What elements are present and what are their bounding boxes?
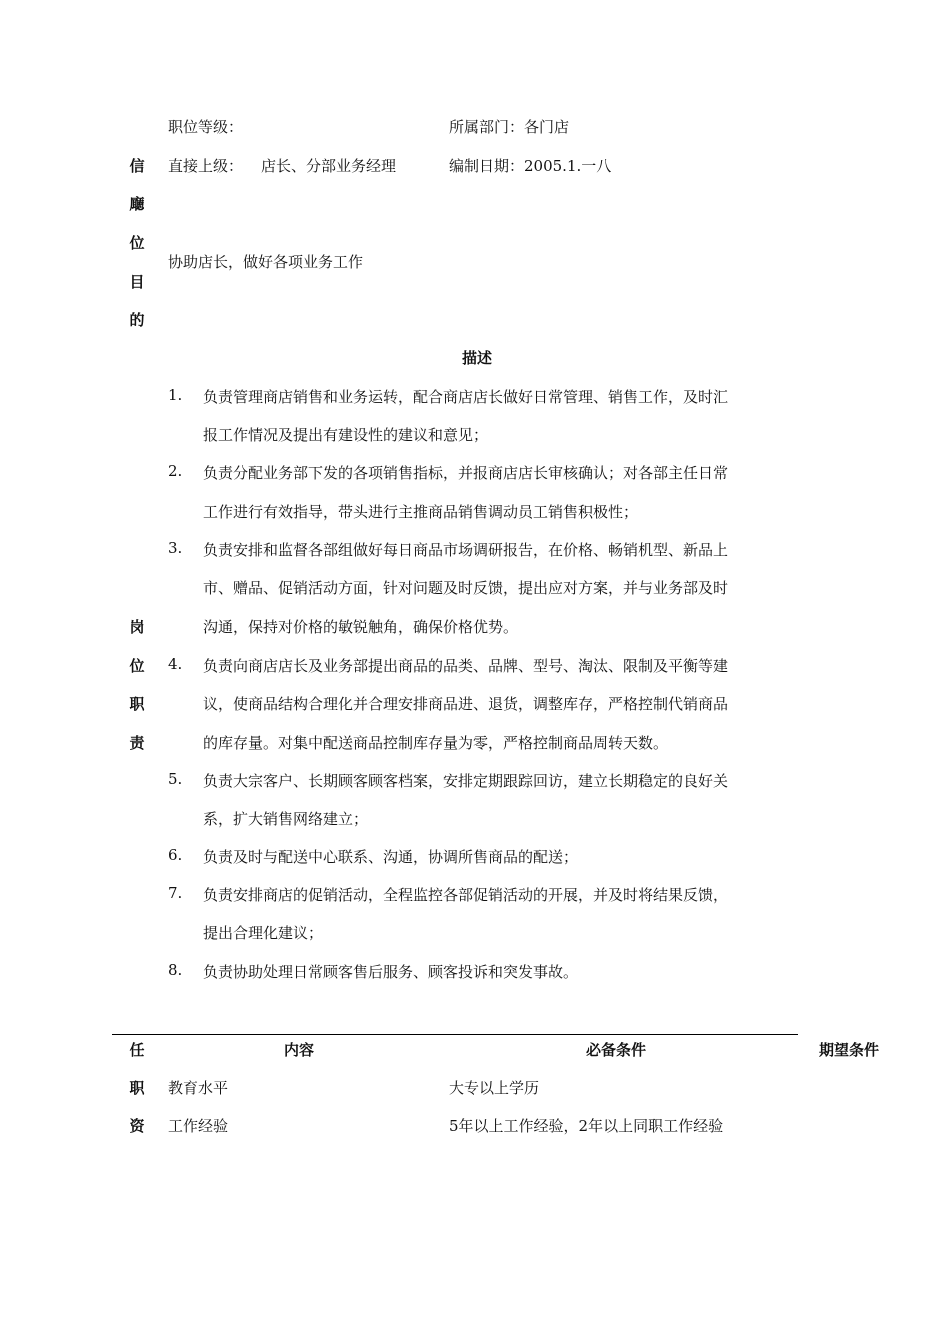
duty-line: 负责及时与配送中心联系、沟通，协调所售商品的配送； [203,848,579,866]
side-char: 责 [129,734,145,752]
duty-line: 工作进行有效指导，带头进行主推商品销售调动员工销售积极性； [203,503,639,521]
duty-number: 1. [168,386,183,404]
duty-line: 负责安排商店的促销活动，全程监控各部促销活动的开展，并及时将结果反馈， [203,886,729,904]
side-char: 任 [129,1041,145,1059]
duty-line: 负责向商店店长及业务部提出商品的品类、品牌、型号、淘汰、限制及平衡等建 [203,657,729,675]
duty-number: 4. [168,655,183,673]
duty-line: 的库存量。对集中配送商品控制库存量为零，严格控制商品周转天数。 [203,734,669,752]
side-char: 岗 [129,618,145,636]
table-cell-content: 工作经验 [168,1117,229,1135]
duty-line: 负责管理商店销售和业务运转，配合商店店长做好日常管理、销售工作，及时汇 [203,388,729,406]
duty-number: 3. [168,539,183,557]
table-cell-required: 大专以上学历 [449,1079,540,1097]
column-header-content: 内容 [284,1041,315,1059]
side-char: 资 [129,1117,145,1135]
position-purpose-text: 协助店长，做好各项业务工作 [168,253,364,271]
side-char: 职 [129,695,145,713]
duty-line: 系，扩大销售网络建立； [203,810,369,828]
supervisor-label: 直接上级： [168,157,244,175]
position-level-label: 职位等级： [168,118,244,136]
side-char: 位 [129,657,145,675]
duty-line: 沟通，保持对价格的敏锐触角，确保价格优势。 [203,618,519,636]
duty-line: 议，使商品结构合理化并合理安排商品进、退货，调整库存，严格控制代销商品 [203,695,729,713]
duty-line: 负责协助处理日常顾客售后服务、顾客投诉和突发事故。 [203,963,579,981]
duty-line: 市、赠品、促销活动方面，针对问题及时反馈，提出应对方案，并与业务部及时 [203,579,729,597]
duty-line: 负责安排和监督各部组做好每日商品市场调研报告，在价格、畅销机型、新品上 [203,541,729,559]
side-char: 目 [129,273,145,291]
duty-number: 2. [168,462,183,480]
column-header-required: 必备条件 [586,1041,647,1059]
side-char: 的 [129,311,145,329]
duty-line: 负责分配业务部下发的各项销售指标，并报商店店长审核确认；对各部主任日常 [203,464,729,482]
duty-number: 6. [168,846,183,864]
department-field: 所属部门：各门店 [449,118,570,136]
duty-number: 7. [168,884,183,902]
supervisor-value: 店长、分部业务经理 [261,157,397,175]
table-divider [112,1034,798,1035]
duty-line: 报工作情况及提出有建设性的建议和意见； [203,426,489,444]
table-cell-content: 教育水平 [168,1079,229,1097]
duties-heading: 描述 [462,349,493,367]
duty-line: 提出合理化建议； [203,924,324,942]
duty-number: 5. [168,770,183,788]
side-char: 职 [129,1079,145,1097]
column-header-expected: 期望条件 [819,1041,880,1059]
table-cell-required: 5年以上工作经验，2年以上同职工作经验 [449,1117,724,1135]
side-char: 廰 [129,195,145,213]
side-char: 位 [129,234,145,252]
duty-line: 负责大宗客户、长期顾客顾客档案，安排定期跟踪回访，建立长期稳定的良好关 [203,772,729,790]
side-char: 信 [129,157,145,175]
compile-date: 编制日期：2005.1.一八 [449,157,612,175]
duty-number: 8. [168,961,183,979]
